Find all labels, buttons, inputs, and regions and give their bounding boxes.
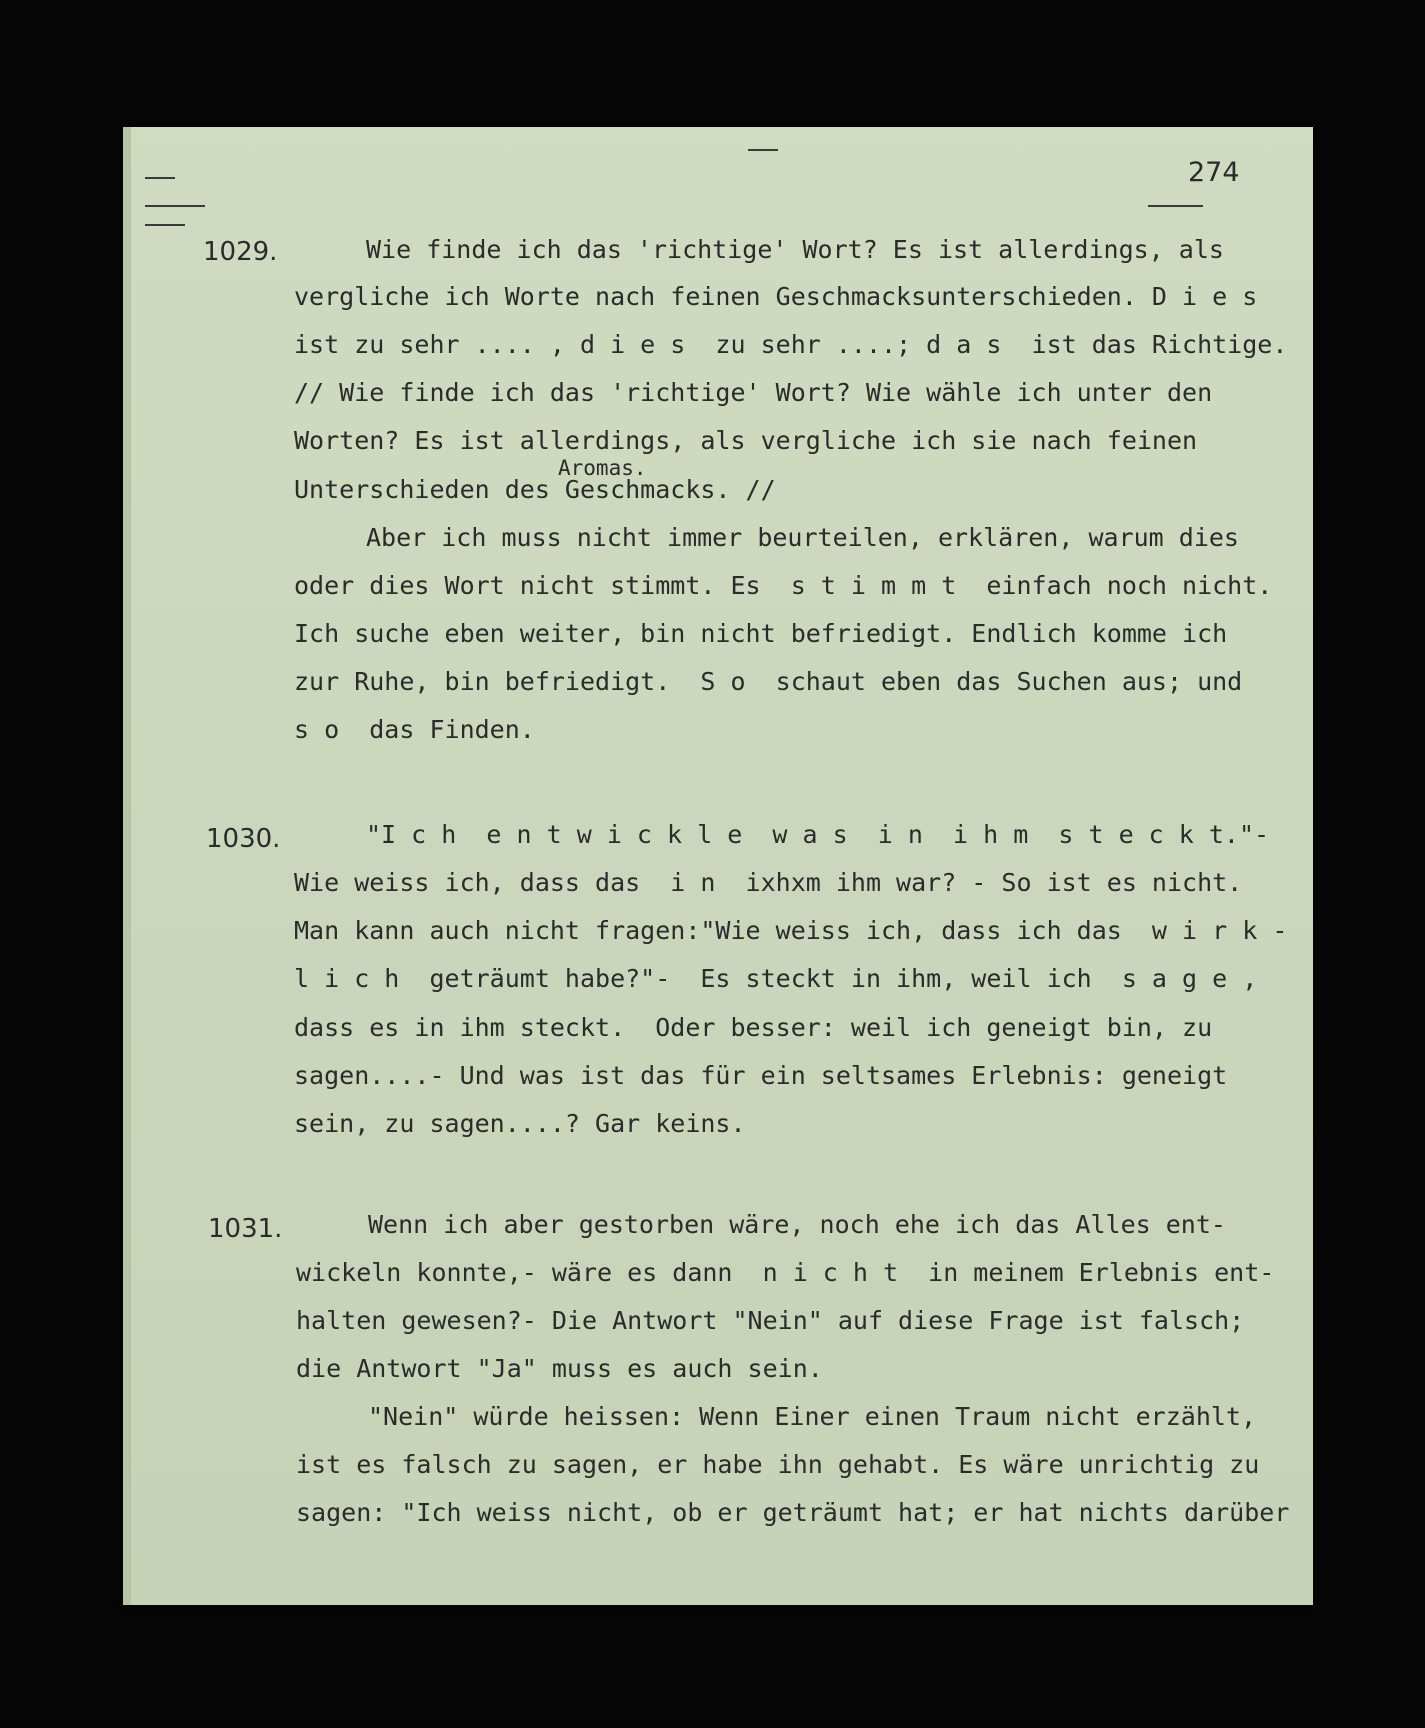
text-line: s o das Finden.: [294, 715, 535, 744]
margin-mark: [145, 205, 205, 207]
page-number: 274: [1188, 157, 1240, 188]
text-line: Wenn ich aber gestorben wäre, noch ehe ich das Alles ent-: [368, 1210, 1226, 1239]
text-line: ist zu sehr .... , d i e s zu sehr ....; d a s ist das Richtige.: [294, 330, 1288, 359]
interlinear-insertion: Aromas.: [558, 456, 647, 480]
text-line: Man kann auch nicht fragen:"Wie weiss ich, dass ich das w i r k -: [294, 916, 1288, 945]
text-line: Wie finde ich das 'richtige' Wort? Es ist allerdings, als: [366, 235, 1224, 264]
text-line: "I c h e n t w i c k l e w a s i n i h m s t e c k t."-: [366, 820, 1270, 849]
margin-mark: [1148, 205, 1203, 207]
paper-edge: [123, 127, 131, 1605]
text-line: Ich suche eben weiter, bin nicht befriedigt. Endlich komme ich: [294, 619, 1228, 648]
top-mark: [748, 149, 778, 151]
text-line: sein, zu sagen....? Gar keins.: [294, 1109, 746, 1138]
text-line: Worten? Es ist allerdings, als vergliche ich sie nach feinen: [294, 426, 1198, 455]
text-line: ist es falsch zu sagen, er habe ihn gehabt. Es wäre unrichtig zu: [296, 1450, 1260, 1479]
text-line: Aber ich muss nicht immer beurteilen, erklären, warum dies: [366, 523, 1239, 552]
text-line: vergliche ich Worte nach feinen Geschmacksunterschieden. D i e s: [294, 282, 1258, 311]
text-line: Unterschieden des Geschmacks. //: [294, 475, 776, 504]
text-line: sagen: "Ich weiss nicht, ob er geträumt hat; er hat nichts darüber: [296, 1498, 1290, 1527]
text-line: // Wie finde ich das 'richtige' Wort? Wie wähle ich unter den: [294, 378, 1213, 407]
section-number: 1030.: [206, 824, 281, 854]
text-line: l i c h geträumt habe?"- Es steckt in ihm, weil ich s a g e ,: [294, 964, 1258, 993]
text-line: die Antwort "Ja" muss es auch sein.: [296, 1354, 823, 1383]
margin-mark: [145, 177, 175, 179]
text-line: zur Ruhe, bin befriedigt. S o schaut eben das Suchen aus; und: [294, 667, 1243, 696]
text-line: halten gewesen?- Die Antwort "Nein" auf diese Frage ist falsch;: [296, 1306, 1245, 1335]
section-number: 1029.: [203, 237, 278, 267]
margin-mark: [145, 224, 185, 226]
text-line: sagen....- Und was ist das für ein seltsames Erlebnis: geneigt: [294, 1061, 1228, 1090]
typescript-page: [123, 127, 1313, 1605]
text-line: Wie weiss ich, dass das i n ixhxm ihm war? - So ist es nicht.: [294, 868, 1243, 897]
text-line: oder dies Wort nicht stimmt. Es s t i m m t einfach noch nicht.: [294, 571, 1273, 600]
text-line: wickeln konnte,- wäre es dann n i c h t in meinem Erlebnis ent-: [296, 1258, 1275, 1287]
section-number: 1031.: [208, 1214, 283, 1244]
text-line: dass es in ihm steckt. Oder besser: weil ich geneigt bin, zu: [294, 1013, 1213, 1042]
text-line: "Nein" würde heissen: Wenn Einer einen Traum nicht erzählt,: [368, 1402, 1257, 1431]
